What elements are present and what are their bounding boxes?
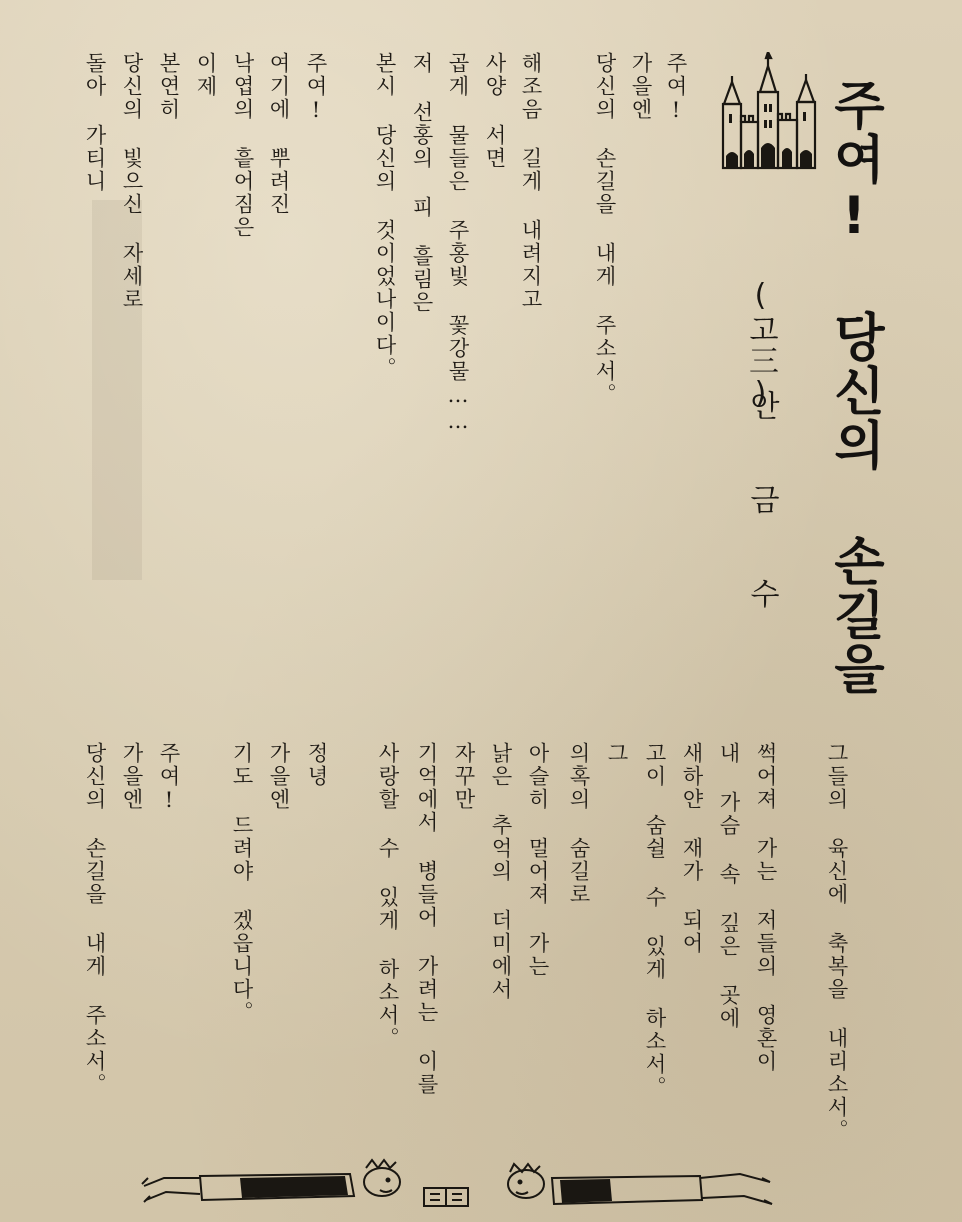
poem-line: 여기에 뿌려진	[267, 52, 291, 216]
poem-line: 주여!	[157, 742, 181, 814]
poem-line: 이제	[194, 52, 218, 98]
poem-line: 가을엔	[120, 742, 144, 811]
author-grade: (고三)	[743, 278, 778, 412]
poem-line: 사양 서면	[483, 52, 507, 170]
poem-line: 그들의 육신에 축복을 내리소서。	[825, 742, 849, 1142]
poem-line: 썩어져 가는 저들의 영혼이	[754, 742, 778, 1073]
poem-line: 돌아 가티니	[83, 52, 107, 193]
poem-line: 당신의 손길을 내게 주소서。	[83, 742, 107, 1096]
poem-line: 기도 드려야 겠읍니다。	[230, 742, 254, 1024]
poem-line: 곱게 물들은 주홍빛 꽃강물……	[446, 52, 470, 435]
poem-title: 주여! 당신의 손길을	[824, 78, 884, 696]
poem-line: 낙엽의 흩어짐은	[231, 52, 255, 239]
poem-line: 정녕	[305, 742, 329, 788]
author-name: 안금수	[744, 390, 779, 672]
poem-line: 본시 당신의 것이었나이다。	[373, 52, 397, 380]
poem-line: 당신의 손길을 내게 주소서。	[593, 52, 617, 406]
poem-line: 저 선홍의 피 흘림은	[410, 52, 434, 314]
poem-line: 가을엔	[267, 742, 291, 811]
poem-line: 가을엔	[629, 52, 653, 121]
poem-line: 그	[605, 742, 629, 765]
poem-line: 자꾸만	[452, 742, 476, 811]
poem-line: 주여!	[304, 52, 328, 124]
poem-line: 낡은 추억의 더미에서	[489, 742, 513, 1001]
poem-line: 새하얀 재가 되어	[680, 742, 704, 955]
poem-line: 주여!	[664, 52, 688, 124]
poem-line: 고이 숨쉴 수 있게 하소서。	[643, 742, 667, 1099]
poem-line: 내 가슴 속 깊은 곳에	[717, 742, 741, 1030]
footer-illustration	[140, 1148, 780, 1218]
castle-illustration	[718, 52, 818, 172]
poem-line: 기억에서 병들어 가려는 이를	[415, 742, 439, 1096]
poem-line: 해조음 길게 내려지고	[519, 52, 543, 311]
poem-line: 본연히	[157, 52, 181, 121]
poem-line: 당신의 빛으신 자세로	[120, 52, 144, 311]
poem-line: 아슬히 멀어져 가는	[526, 742, 550, 978]
poem-line: 사랑할 수 있게 하소서。	[376, 742, 400, 1050]
poem-line: 의혹의 숨길로	[567, 742, 591, 906]
